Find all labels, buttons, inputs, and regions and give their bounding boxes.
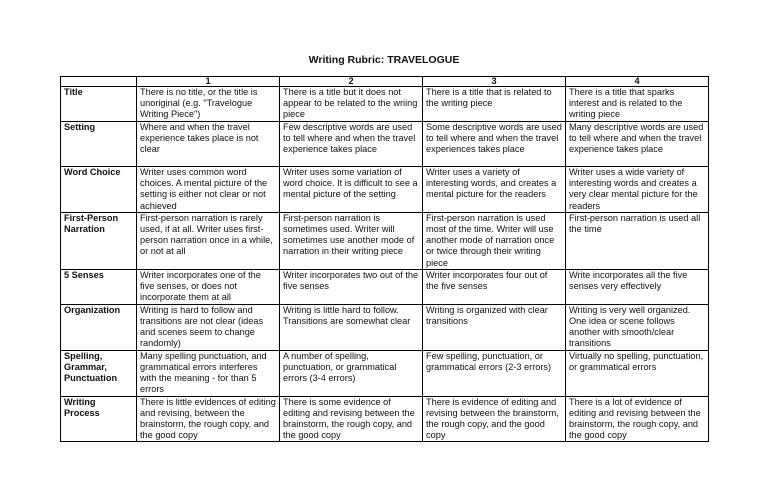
criterion-label: Setting xyxy=(61,122,137,167)
header-row xyxy=(61,77,709,87)
rubric-cell: Writer uses a variety of interesting words, and creates a mental picture for the readers xyxy=(423,167,566,213)
criterion-label: First-Person Narration xyxy=(61,212,137,269)
criterion-label: Spelling, Grammar, Punctuation xyxy=(61,350,137,396)
rubric-cell: Writer uses common word choices. A mental picture of the setting is either not clear or not achieved xyxy=(137,167,280,213)
table-row xyxy=(61,122,709,167)
rubric-cell: Writing is organized with clear transitions xyxy=(423,304,566,350)
table-row xyxy=(61,167,709,213)
rubric-cell: Many descriptive words are used to tell where and when the travel experience takes place xyxy=(566,122,709,167)
rubric-cell: Writer uses some variation of word choice. It is difficult to see a mental picture of the setting xyxy=(280,167,423,213)
rubric-cell: There is evidence of editing and revising between the brainstorm, the rough copy, and the good copy xyxy=(423,396,566,442)
criterion-label: 5 Senses xyxy=(61,269,137,304)
document-title: Writing Rubric: TRAVELOGUE xyxy=(308,54,460,66)
rubric-cell: Writer incorporates one of the five senses, or does not incorporate them at all xyxy=(137,269,280,304)
rubric-cell: Write incorporates all the five senses very effectively xyxy=(566,269,709,304)
criterion-label: Word Choice xyxy=(61,167,137,213)
rubric-cell: Writer uses a wide variety of interesting words and creates a very clear mental picture for the readers xyxy=(566,167,709,213)
rubric-cell: First-person narration is used most of the time. Writer will use another mode of narration once or twice through their writing piece xyxy=(423,212,566,269)
rubric-cell: Writer incorporates four out of the five senses xyxy=(423,269,566,304)
header-cell: 3 xyxy=(423,77,566,87)
criterion-label: Title xyxy=(61,87,137,122)
rubric-cell: First-person narration is rarely used, if at all. Writer uses first-person narration once in a while, or not at all xyxy=(137,212,280,269)
rubric-cell: Many spelling punctuation, and grammatical errors interferes with the meaning - for than 5 errors xyxy=(137,350,280,396)
criterion-label: Writing Process xyxy=(61,396,137,442)
criterion-label: Organization xyxy=(61,304,137,350)
table-row xyxy=(61,350,709,396)
header-cell xyxy=(61,77,137,87)
header-cell: 2 xyxy=(280,77,423,87)
rubric-cell: Writing is very well organized. One idea or scene follows another with smooth/clear transitions xyxy=(566,304,709,350)
rubric-cell: First-person narration is sometimes used. Writer will sometimes use another mode of narration in their writing piece xyxy=(280,212,423,269)
table-row xyxy=(61,212,709,269)
rubric-cell: There is some evidence of editing and revising between the brainstorm, the rough copy, and the good copy xyxy=(280,396,423,442)
rubric-cell: A number of spelling, punctuation, or grammatical errors (3-4 errors) xyxy=(280,350,423,396)
rubric-cell: There is a lot of evidence of editing and revising between the brainstorm, the rough copy, and the good copy xyxy=(566,396,709,442)
rubric-cell: There is a title that sparks interest and is related to the writing piece xyxy=(566,87,709,122)
rubric-cell: There is a title but it does not appear to be related to the wriing piece xyxy=(280,87,423,122)
table-row xyxy=(61,87,709,122)
rubric-cell: Writing is little hard to follow. Transitions are somewhat clear xyxy=(280,304,423,350)
header-cell: 1 xyxy=(137,77,280,87)
header-cell: 4 xyxy=(566,77,709,87)
rubric-cell: There is little evidences of editing and revising, between the brainstorm, the rough copy, and the good copy xyxy=(137,396,280,442)
rubric-cell: Virtually no spelling, punctuation, or grammatical errors xyxy=(566,350,709,396)
rubric-cell: Few descriptive words are used to tell where and when the travel experience takes place xyxy=(280,122,423,167)
rubric-cell: There is no title, or the title is unoriginal (e.g. "Travelogue Writing Piece") xyxy=(137,87,280,122)
rubric-cell: There is a title that is related to the writing piece xyxy=(423,87,566,122)
rubric-cell: Few spelling, punctuation, or grammatical errors (2-3 errors) xyxy=(423,350,566,396)
rubric-cell: Writing is hard to follow and transitions are not clear (ideas and scenes seem to change randomly) xyxy=(137,304,280,350)
rubric-cell: Writer incorporates two out of the five senses xyxy=(280,269,423,304)
rubric-cell: Some descriptive words are used to tell where and when the travel experiences takes place xyxy=(423,122,566,167)
rubric-cell: First-person narration is used all the time xyxy=(566,212,709,269)
table-row xyxy=(61,304,709,350)
table-row xyxy=(61,396,709,442)
rubric-table xyxy=(60,76,709,442)
table-row xyxy=(61,269,709,304)
rubric-cell: Where and when the travel experience takes place is not clear xyxy=(137,122,280,167)
